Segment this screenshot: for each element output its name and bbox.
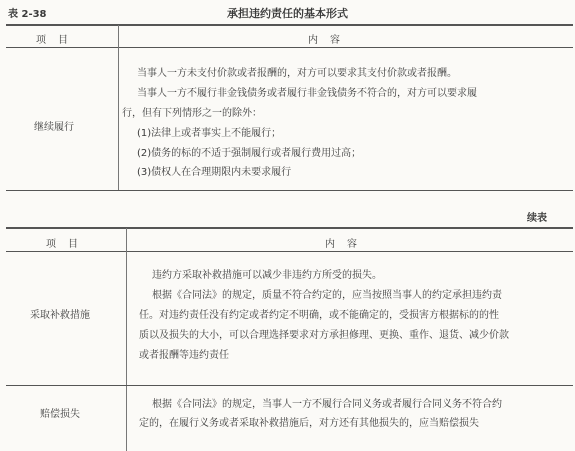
header-content-label: 内容 — [325, 239, 369, 250]
row-divider — [6, 385, 573, 386]
column-divider — [126, 228, 127, 451]
row-content-line: 违约方采取补救措施可以减少非违约方所受的损失。 — [152, 270, 382, 281]
row-content-line: 或者报酬等违约责任 — [139, 350, 229, 361]
row-content-line: (3)债权人在合理期限内未要求履行 — [137, 167, 292, 178]
row-item-label: 继续履行 — [34, 122, 74, 133]
row-item-label: 采取补救措施 — [30, 310, 90, 321]
row-content-line: 任。对违约责任没有约定或者约定不明确，或不能确定的，受损害方根据标的的性 — [139, 310, 499, 321]
table-title: 承担违约责任的基本形式 — [227, 7, 348, 20]
row-content-line: (2)债务的标的不适于强制履行或者履行费用过高； — [137, 148, 362, 159]
row-content-line: 根据《合同法》的规定，质量不符合约定的，应当按照当事人的约定承担违约责 — [152, 290, 502, 301]
header-content-label: 内容 — [308, 35, 352, 46]
row-content-line: 当事人一方不履行非金钱债务或者履行非金钱债务不符合的，对方可以要求履 — [137, 88, 477, 99]
table-number: 表 2-38 — [8, 9, 47, 20]
table-top-rule — [6, 227, 573, 229]
column-divider — [118, 25, 119, 190]
row-content-line: 根据《合同法》的规定，当事人一方不履行合同义务或者履行合同义务不符合约 — [152, 399, 502, 410]
table-bottom-rule — [6, 190, 573, 191]
row-content-line: 定的，在履行义务或者采取补救措施后，对方还有其他损失的，应当赔偿损失 — [139, 418, 479, 429]
row-content-line: 质以及损失的大小，可以合理选择要求对方承担修理、更换、重作、退货、减少价款 — [139, 330, 509, 341]
row-content-line: (1)法律上或者事实上不能履行； — [137, 128, 282, 139]
header-rule — [6, 251, 573, 252]
table-top-rule — [6, 24, 573, 26]
header-item-label: 项目 — [46, 239, 90, 250]
header-rule — [6, 47, 573, 48]
continued-label: 续表 — [527, 213, 547, 224]
row-content-line: 当事人一方未支付价款或者报酬的，对方可以要求其支付价款或者报酬。 — [137, 68, 457, 79]
row-content-line: 行，但有下列情形之一的除外： — [122, 108, 262, 119]
header-item-label: 项目 — [36, 35, 80, 46]
row-item-label: 赔偿损失 — [40, 409, 80, 420]
